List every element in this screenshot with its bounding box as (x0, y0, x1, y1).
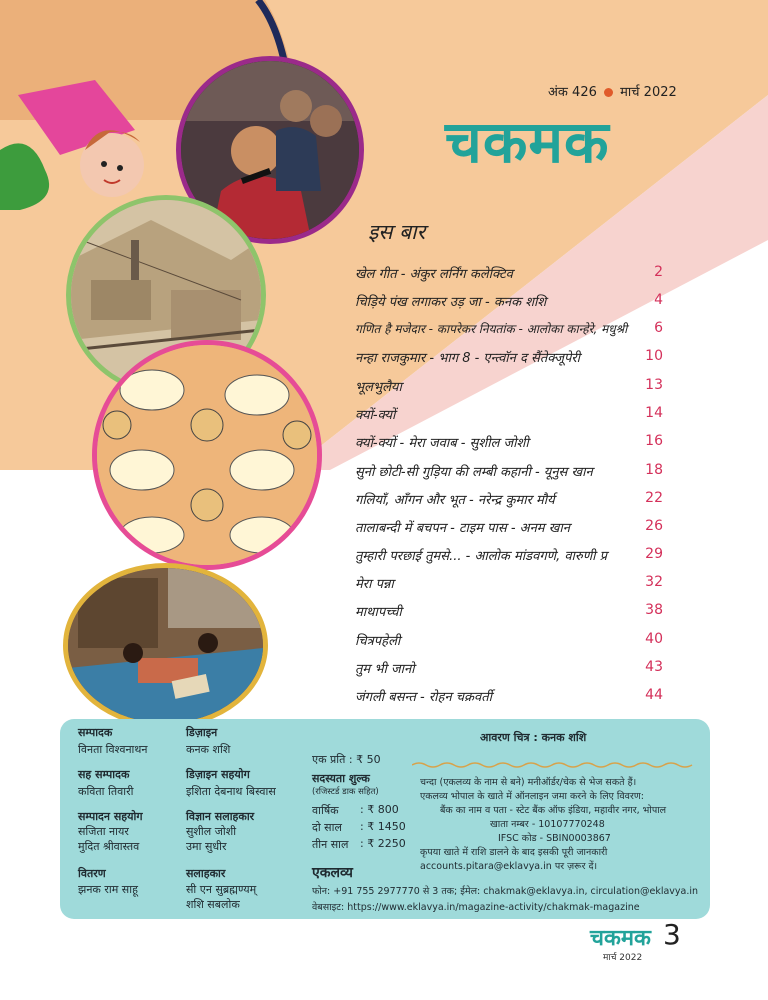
toc-item-title: खेल गीत - अंकुर लर्निंग कलेक्टिव (355, 267, 513, 282)
toc-item[interactable] (355, 292, 663, 314)
toc-item-page: 44 (645, 687, 663, 703)
credit-name: झनक राम साहू (78, 883, 138, 896)
toc-item-title: गलियाँ, आँगन और भूत - नरेन्द्र कुमार मौर्य (355, 493, 555, 508)
bullet-dot-icon (604, 88, 613, 97)
credit-role: सलाहकार (186, 867, 226, 880)
single-copy-price: एक प्रति : ₹ 50 (312, 753, 381, 766)
toc-item[interactable] (355, 602, 663, 624)
illustration-thinking-kids (92, 340, 322, 570)
toc-item-title: माथापच्ची (355, 605, 402, 620)
page-number: 3 (663, 918, 681, 951)
credit-name: सुशील जोशी (186, 825, 237, 838)
toc-item-title: चिड़िये पंख लगाकर उड़ जा - कनक शशि (355, 295, 547, 310)
toc-item-title: मेरा पन्ना (355, 577, 394, 592)
credit-name: सी एन सुब्रह्मण्यम् (186, 883, 257, 896)
price-value: : ₹ 2250 (360, 837, 406, 850)
credit-role: सम्पादन सहयोग (78, 810, 143, 823)
toc-item-title: जंगली बसन्त - रोहन चक्रवर्ती (355, 690, 493, 705)
toc-item[interactable] (355, 264, 663, 286)
toc-item[interactable] (355, 377, 663, 399)
toc-item-page: 22 (645, 490, 663, 506)
toc-item-page: 43 (645, 659, 663, 675)
magazine-logo: चकमक (445, 108, 610, 176)
publisher-contact[interactable]: फोन: +91 755 2977770 से 3 तक; ईमेल: chakmak@eklavya.in, circulation@eklavya.in (312, 886, 699, 897)
credits-panel (60, 719, 710, 919)
toc-item-page: 10 (645, 348, 663, 364)
toc-item-page: 13 (645, 377, 663, 393)
toc-item[interactable] (355, 659, 663, 681)
issue-month: मार्च 2022 (620, 85, 677, 100)
credit-name: कनक शशि (186, 743, 231, 756)
toc-item[interactable] (355, 546, 663, 568)
payment-line: IFSC कोड - SBIN0003867 (498, 833, 611, 844)
subscription-note: (रजिस्टर्ड डाक सहित) (312, 787, 379, 797)
footer-date: मार्च 2022 (603, 953, 643, 963)
girl-illustration (0, 60, 180, 210)
toc-item-title: तुम्हारी परछाई तुमसे... - आलोक मांडवगणे, वारुणी प्र (355, 549, 607, 564)
toc-item-title: सुनो छोटी-सी गुड़िया की लम्बी कहानी - यूनुस खान (355, 465, 593, 480)
toc-item-page: 32 (645, 574, 663, 590)
toc-item[interactable] (355, 462, 663, 484)
cover-credit: आवरण चित्र : कनक शशि (480, 731, 587, 744)
payment-line: चन्दा (एकलव्य के नाम से बने) मनीऑर्डर/चेक से भेज सकते हैं। (420, 777, 637, 788)
toc-item-page: 18 (645, 462, 663, 478)
credit-role: डिज़ाइन सहयोग (186, 768, 250, 781)
toc-item-page: 14 (645, 405, 663, 421)
toc-item-page: 40 (645, 631, 663, 647)
toc-item[interactable] (355, 687, 663, 709)
toc-item-title: क्यों-क्यों - मेरा जवाब - सुशील जोशी (355, 436, 529, 451)
toc-item-title: चित्रपहेली (355, 634, 401, 649)
credit-role: विज्ञान सलाहकार (186, 810, 255, 823)
payment-line: कृपया खाते में राशि डालने के बाद इसकी पूरी जानकारी (420, 847, 608, 858)
publisher-name: एकलव्य (312, 865, 353, 881)
toc-item-page: 16 (645, 433, 663, 449)
credit-name: विनता विश्वनाथन (78, 743, 148, 756)
toc-item-title: भूलभुलैया (355, 380, 402, 395)
toc-item[interactable] (355, 348, 663, 370)
payment-line: एकलव्य भोपाल के खाते में ऑनलाइन जमा करने के लिए विवरण: (420, 791, 644, 802)
toc-item-page: 2 (654, 264, 663, 280)
subscription-heading: सदस्यता शुल्क (312, 772, 370, 785)
wavy-divider (412, 761, 702, 769)
credit-name: उमा सुधीर (186, 840, 227, 853)
toc-item[interactable] (355, 320, 663, 342)
footer-logo: चकमक (590, 926, 651, 951)
publisher-website[interactable]: वेबसाइट: https://www.eklavya.in/magazine-activity/chakmak-magazine (312, 902, 640, 913)
credit-name: शशि सबलोक (186, 898, 240, 911)
toc-item-page: 29 (645, 546, 663, 562)
toc-heading: इस बार (368, 220, 426, 244)
price-label: वार्षिक (312, 804, 339, 817)
toc-item[interactable] (355, 490, 663, 512)
price-value: : ₹ 800 (360, 803, 399, 816)
issue-info (548, 82, 677, 100)
toc-item-page: 6 (654, 320, 663, 336)
toc-item[interactable] (355, 574, 663, 596)
toc-item[interactable] (355, 631, 663, 653)
toc-item-title: तालाबन्दी में बचपन - टाइम पास - अनम खान (355, 521, 570, 536)
toc-item-page: 26 (645, 518, 663, 534)
credit-name: मुदित श्रीवास्तव (78, 840, 140, 853)
price-value: : ₹ 1450 (360, 820, 406, 833)
credit-name: कविता तिवारी (78, 785, 134, 798)
issue-number: अंक 426 (548, 85, 597, 100)
toc-item-title: तुम भी जानो (355, 662, 415, 677)
credit-name: इशिता देबनाथ बिस्वास (186, 785, 276, 798)
toc-item[interactable] (355, 518, 663, 540)
payment-line: accounts.pitara@eklavya.in पर ज़रूर दें। (420, 861, 598, 872)
toc-item[interactable] (355, 433, 663, 455)
credit-name: सजिता नायर (78, 825, 129, 838)
toc-item-title: क्यों-क्यों (355, 408, 396, 423)
toc-item-title: नन्हा राजकुमार - भाग 8 - एन्त्वॉन द सैंतेक्जूपेरी (355, 351, 581, 366)
payment-line: खाता नम्बर - 10107770248 (490, 819, 605, 830)
credit-role: सम्पादक (78, 726, 113, 739)
toc-item-page: 4 (654, 292, 663, 308)
price-label: दो साल (312, 821, 342, 834)
credit-role: वितरण (78, 867, 106, 880)
credit-role: डिज़ाइन (186, 726, 218, 739)
price-label: तीन साल (312, 838, 349, 851)
credit-role: सह सम्पादक (78, 768, 130, 781)
toc-item-page: 38 (645, 602, 663, 618)
toc-item[interactable] (355, 405, 663, 427)
payment-line: बैंक का नाम व पता - स्टेट बैंक ऑफ इंडिया, महावीर नगर, भोपाल (440, 805, 667, 816)
toc-item-title: गणित है मजेदार - कापरेकर नियतांक - आलोका कान्हेरे, मधुश्री (355, 322, 628, 336)
illustration-kids-reading (63, 563, 268, 728)
